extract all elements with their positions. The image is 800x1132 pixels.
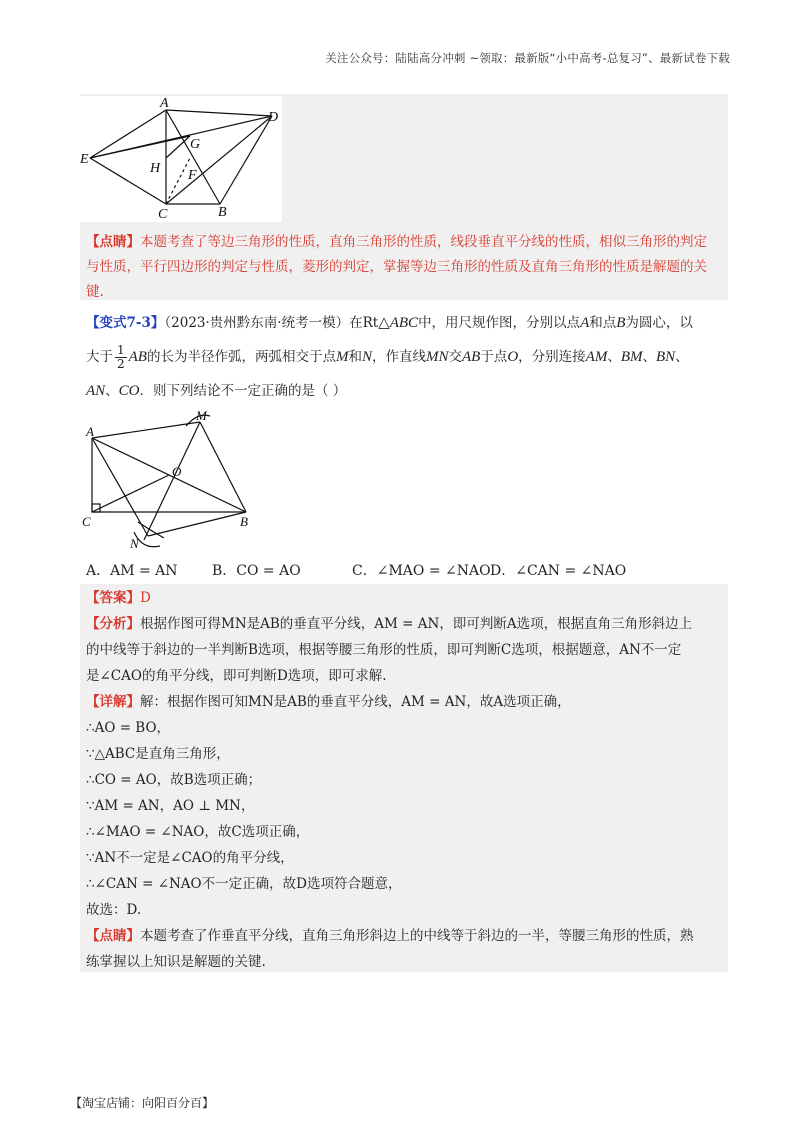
detail-line-6: ∴∠MAO = ∠NAO，故C选项正确， [86, 824, 310, 840]
analysis-line-3: 是∠CAO的角平分线，即可判断D选项，即可求解. [86, 668, 387, 684]
label-B: B [218, 205, 227, 220]
label2-N: N [130, 536, 139, 551]
detail-line-9: 故选：D. [86, 902, 142, 918]
label2-M: M [196, 408, 207, 423]
option-d[interactable]: D．∠CAN = ∠NAO [490, 563, 627, 579]
label2-C: C [82, 514, 91, 529]
detail-line-1: 【详解】解：根据作图可知MN是AB的垂直平分线，AM = AN，故A选项正确， [86, 694, 571, 710]
label-A: A [160, 96, 169, 111]
label-E: E [80, 152, 89, 167]
detail-line-4: ∴CO = AO，故B选项正确； [86, 772, 262, 788]
option-c[interactable]: C．∠MAO = ∠NAO [352, 563, 491, 579]
problem-statement: 【变式7-3】（2023·贵州黔东南·统考一模）在Rt△ABC中，用尺规作图，分别以点A和点B为圆心，以 大于 $\frac{1}{2}$ AB的长为半径作弧，两弧相交于点M和N，作直线MN交AB于点O，分别连接AM、BM、BN、 AN、CO．则下列结论不一定正确的是（ ） [86, 315, 693, 399]
fraction-one-half: $\frac{1}{2}$ [117, 343, 125, 371]
detail-line-5: ∵AM = AN，AO ⊥ MN， [86, 798, 255, 814]
detail-line-3: ∵△ABC是直角三角形， [86, 746, 230, 762]
geometry-figure-1 [80, 96, 282, 222]
analysis-line-1: 【分析】根据作图可得MN是AB的垂直平分线，AM = AN，即可判断A选项，根据直角三角形斜边上 [86, 616, 693, 632]
comment-2-line-1: 【点睛】本题考查了作垂直平分线，直角三角形斜边上的中线等于斜边的一半，等腰三角形的性质，熟 [86, 928, 694, 944]
label2-B: B [240, 514, 248, 529]
geometry-figure-2 [78, 404, 278, 552]
comment-1: 【点睛】本题考查了等边三角形的性质，直角三角形的性质，线段垂直平分线的性质，相似三角形的判定与性质，平行四边形的判定与性质，菱形的判定，掌握等边三角形的性质及直角三角形的性质是解题的关键. [86, 234, 707, 300]
option-b[interactable]: B．CO = AO [212, 563, 301, 579]
detail-line-8: ∴∠CAN = ∠NAO不一定正确，故D选项符合题意， [86, 876, 402, 892]
detail-line-7: ∵AN不一定是∠CAO的角平分线， [86, 850, 294, 866]
label2-A: A [86, 424, 94, 439]
label2-O: O [172, 464, 182, 479]
label-G: G [190, 137, 201, 152]
page-footer: 【淘宝店铺：向阳百分百】 [70, 1096, 215, 1110]
detail-line-2: ∴AO = BO， [86, 720, 171, 736]
label-F: F [188, 168, 197, 183]
comment-2-line-2: 练掌握以上知识是解题的关键. [86, 954, 266, 970]
option-a[interactable]: A．AM = AN [86, 563, 178, 579]
page-header: 关注公众号：陆陆高分冲刺 ~领取：最新版“小中高考-总复习”、最新试卷下载 [325, 51, 730, 65]
solution-content [86, 585, 720, 975]
answer-line: 【答案】D [86, 590, 151, 606]
analysis-line-2: 的中线等于斜边的一半判断B选项，根据等腰三角形的性质，即可判断C选项，根据题意，AN不一定 [86, 642, 682, 658]
label-C: C [158, 207, 168, 222]
label-D: D [268, 110, 279, 125]
label-H: H [150, 161, 161, 176]
